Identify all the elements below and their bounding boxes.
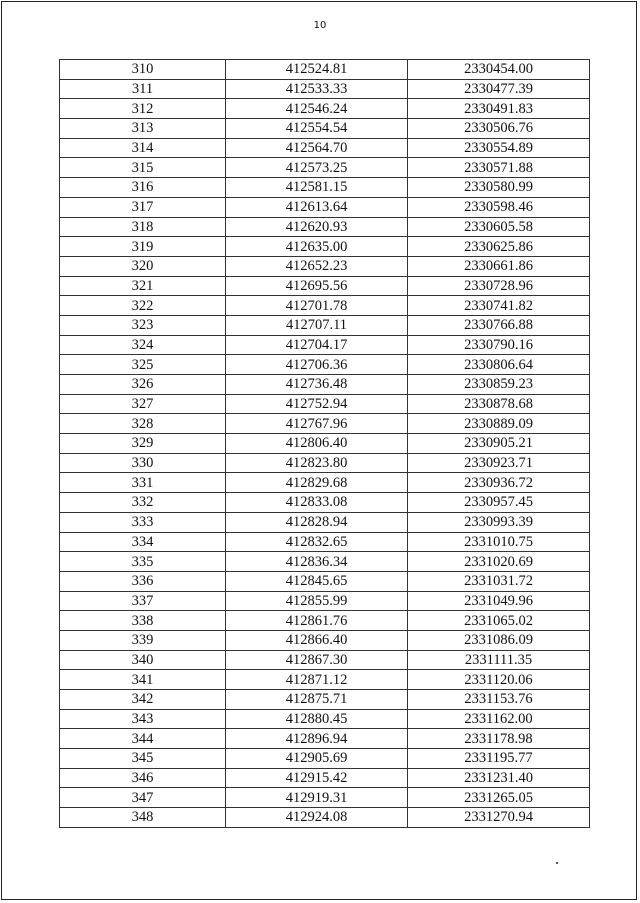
y-coordinate-cell: 2330806.64 — [408, 355, 590, 375]
y-coordinate-cell: 2330454.00 — [408, 60, 590, 80]
point-number-cell: 339 — [60, 630, 226, 650]
y-coordinate-cell: 2331153.76 — [408, 690, 590, 710]
x-coordinate-cell: 412635.00 — [226, 237, 408, 257]
y-coordinate-cell: 2330905.21 — [408, 434, 590, 454]
point-number-cell: 343 — [60, 709, 226, 729]
y-coordinate-cell: 2330936.72 — [408, 473, 590, 493]
point-number-cell: 311 — [60, 79, 226, 99]
x-coordinate-cell: 412919.31 — [226, 788, 408, 808]
y-coordinate-cell: 2330889.09 — [408, 414, 590, 434]
x-coordinate-cell: 412875.71 — [226, 690, 408, 710]
x-coordinate-cell: 412833.08 — [226, 493, 408, 513]
table-row — [60, 138, 590, 158]
point-number-cell: 335 — [60, 552, 226, 572]
point-number-cell: 346 — [60, 768, 226, 788]
table-row — [60, 768, 590, 788]
table-row — [60, 414, 590, 434]
point-number-cell: 330 — [60, 453, 226, 473]
point-number-cell: 342 — [60, 690, 226, 710]
table-row — [60, 453, 590, 473]
x-coordinate-cell: 412701.78 — [226, 296, 408, 316]
table-row — [60, 296, 590, 316]
x-coordinate-cell: 412573.25 — [226, 158, 408, 178]
y-coordinate-cell: 2330554.89 — [408, 138, 590, 158]
x-coordinate-cell: 412707.11 — [226, 315, 408, 335]
point-number-cell: 320 — [60, 256, 226, 276]
point-number-cell: 310 — [60, 60, 226, 80]
table-row — [60, 276, 590, 296]
x-coordinate-cell: 412554.54 — [226, 119, 408, 139]
table-row — [60, 571, 590, 591]
table-row — [60, 178, 590, 198]
point-number-cell: 318 — [60, 217, 226, 237]
y-coordinate-cell: 2331111.35 — [408, 650, 590, 670]
y-coordinate-cell: 2330580.99 — [408, 178, 590, 198]
y-coordinate-cell: 2330859.23 — [408, 375, 590, 395]
x-coordinate-cell: 412806.40 — [226, 434, 408, 454]
y-coordinate-cell: 2331031.72 — [408, 571, 590, 591]
y-coordinate-cell: 2330625.86 — [408, 237, 590, 257]
table-row — [60, 749, 590, 769]
x-coordinate-cell: 412915.42 — [226, 768, 408, 788]
x-coordinate-cell: 412823.80 — [226, 453, 408, 473]
table-row — [60, 256, 590, 276]
table-row — [60, 729, 590, 749]
table-row — [60, 99, 590, 119]
x-coordinate-cell: 412845.65 — [226, 571, 408, 591]
y-coordinate-cell: 2330491.83 — [408, 99, 590, 119]
point-number-cell: 328 — [60, 414, 226, 434]
table-row — [60, 237, 590, 257]
y-coordinate-cell: 2330878.68 — [408, 394, 590, 414]
y-coordinate-cell: 2331178.98 — [408, 729, 590, 749]
table-row — [60, 493, 590, 513]
x-coordinate-cell: 412867.30 — [226, 650, 408, 670]
x-coordinate-cell: 412695.56 — [226, 276, 408, 296]
x-coordinate-cell: 412836.34 — [226, 552, 408, 572]
table-row — [60, 709, 590, 729]
table-row — [60, 630, 590, 650]
y-coordinate-cell: 2331120.06 — [408, 670, 590, 690]
x-coordinate-cell: 412704.17 — [226, 335, 408, 355]
point-number-cell: 317 — [60, 197, 226, 217]
point-number-cell: 326 — [60, 375, 226, 395]
x-coordinate-cell: 412866.40 — [226, 630, 408, 650]
x-coordinate-cell: 412546.24 — [226, 99, 408, 119]
y-coordinate-cell: 2331065.02 — [408, 611, 590, 631]
coordinates-table — [59, 59, 590, 828]
point-number-cell: 340 — [60, 650, 226, 670]
point-number-cell: 327 — [60, 394, 226, 414]
y-coordinate-cell: 2331049.96 — [408, 591, 590, 611]
point-number-cell: 338 — [60, 611, 226, 631]
y-coordinate-cell: 2330790.16 — [408, 335, 590, 355]
table-row — [60, 611, 590, 631]
table-row — [60, 375, 590, 395]
y-coordinate-cell: 2331086.09 — [408, 630, 590, 650]
page-number: 10 — [313, 20, 327, 31]
table-row — [60, 788, 590, 808]
x-coordinate-cell: 412861.76 — [226, 611, 408, 631]
point-number-cell: 337 — [60, 591, 226, 611]
x-coordinate-cell: 412832.65 — [226, 532, 408, 552]
y-coordinate-cell: 2330993.39 — [408, 512, 590, 532]
y-coordinate-cell: 2331265.05 — [408, 788, 590, 808]
y-coordinate-cell: 2330571.88 — [408, 158, 590, 178]
table-row — [60, 394, 590, 414]
y-coordinate-cell: 2330957.45 — [408, 493, 590, 513]
point-number-cell: 322 — [60, 296, 226, 316]
point-number-cell: 324 — [60, 335, 226, 355]
table-row — [60, 532, 590, 552]
x-coordinate-cell: 412652.23 — [226, 256, 408, 276]
y-coordinate-cell: 2330477.39 — [408, 79, 590, 99]
point-number-cell: 348 — [60, 808, 226, 828]
x-coordinate-cell: 412752.94 — [226, 394, 408, 414]
point-number-cell: 314 — [60, 138, 226, 158]
y-coordinate-cell: 2330728.96 — [408, 276, 590, 296]
point-number-cell: 312 — [60, 99, 226, 119]
x-coordinate-cell: 412896.94 — [226, 729, 408, 749]
y-coordinate-cell: 2330598.46 — [408, 197, 590, 217]
point-number-cell: 331 — [60, 473, 226, 493]
coordinates-table-body — [60, 60, 590, 828]
y-coordinate-cell: 2330506.76 — [408, 119, 590, 139]
point-number-cell: 341 — [60, 670, 226, 690]
table-row — [60, 808, 590, 828]
y-coordinate-cell: 2331195.77 — [408, 749, 590, 769]
point-number-cell: 323 — [60, 315, 226, 335]
point-number-cell: 315 — [60, 158, 226, 178]
table-row — [60, 434, 590, 454]
table-row — [60, 197, 590, 217]
table-row — [60, 670, 590, 690]
y-coordinate-cell: 2330923.71 — [408, 453, 590, 473]
x-coordinate-cell: 412828.94 — [226, 512, 408, 532]
x-coordinate-cell: 412855.99 — [226, 591, 408, 611]
x-coordinate-cell: 412564.70 — [226, 138, 408, 158]
table-row — [60, 552, 590, 572]
point-number-cell: 334 — [60, 532, 226, 552]
point-number-cell: 336 — [60, 571, 226, 591]
x-coordinate-cell: 412613.64 — [226, 197, 408, 217]
table-row — [60, 690, 590, 710]
y-coordinate-cell: 2331270.94 — [408, 808, 590, 828]
point-number-cell: 347 — [60, 788, 226, 808]
point-number-cell: 333 — [60, 512, 226, 532]
table-row — [60, 158, 590, 178]
y-coordinate-cell: 2330741.82 — [408, 296, 590, 316]
x-coordinate-cell: 412524.81 — [226, 60, 408, 80]
table-row — [60, 335, 590, 355]
table-row — [60, 315, 590, 335]
y-coordinate-cell: 2331231.40 — [408, 768, 590, 788]
x-coordinate-cell: 412620.93 — [226, 217, 408, 237]
point-number-cell: 332 — [60, 493, 226, 513]
point-number-cell: 319 — [60, 237, 226, 257]
point-number-cell: 344 — [60, 729, 226, 749]
y-coordinate-cell: 2331010.75 — [408, 532, 590, 552]
table-row — [60, 591, 590, 611]
x-coordinate-cell: 412581.15 — [226, 178, 408, 198]
point-number-cell: 316 — [60, 178, 226, 198]
y-coordinate-cell: 2330605.58 — [408, 217, 590, 237]
x-coordinate-cell: 412905.69 — [226, 749, 408, 769]
scan-dot — [556, 862, 558, 864]
x-coordinate-cell: 412829.68 — [226, 473, 408, 493]
y-coordinate-cell: 2330661.86 — [408, 256, 590, 276]
table-row — [60, 60, 590, 80]
table-row — [60, 355, 590, 375]
point-number-cell: 325 — [60, 355, 226, 375]
table-row — [60, 473, 590, 493]
x-coordinate-cell: 412736.48 — [226, 375, 408, 395]
point-number-cell: 321 — [60, 276, 226, 296]
y-coordinate-cell: 2330766.88 — [408, 315, 590, 335]
y-coordinate-cell: 2331020.69 — [408, 552, 590, 572]
x-coordinate-cell: 412871.12 — [226, 670, 408, 690]
table-row — [60, 119, 590, 139]
table-row — [60, 650, 590, 670]
x-coordinate-cell: 412533.33 — [226, 79, 408, 99]
x-coordinate-cell: 412880.45 — [226, 709, 408, 729]
point-number-cell: 329 — [60, 434, 226, 454]
x-coordinate-cell: 412706.36 — [226, 355, 408, 375]
y-coordinate-cell: 2331162.00 — [408, 709, 590, 729]
x-coordinate-cell: 412767.96 — [226, 414, 408, 434]
table-row — [60, 217, 590, 237]
table-row — [60, 79, 590, 99]
point-number-cell: 345 — [60, 749, 226, 769]
point-number-cell: 313 — [60, 119, 226, 139]
x-coordinate-cell: 412924.08 — [226, 808, 408, 828]
table-row — [60, 512, 590, 532]
